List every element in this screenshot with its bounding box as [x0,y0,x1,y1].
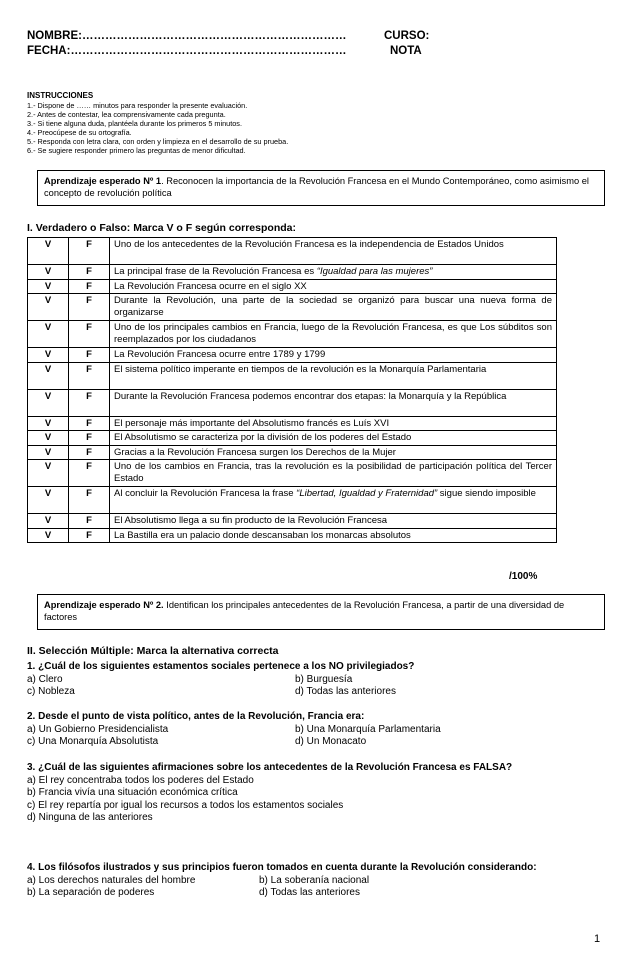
statement: El sistema político imperante en tiempos de la revolución es la Monarquía Parlamentaria [110,362,557,389]
statement [110,265,557,280]
true-option[interactable]: V [28,460,69,487]
statement-quote: “Igualdad para las mujeres” [316,266,433,277]
true-option[interactable]: V [28,238,69,265]
course-label: CURSO: [384,30,430,42]
instruction-item: 6.- Se sugiere responder primero las preguntas de menor dificultad. [27,146,246,155]
false-option[interactable]: F [69,362,110,389]
statement-quote: “Libertad, Igualdad y Fraternidad” [296,488,438,499]
statement: El Absolutismo llega a su fin producto de la Revolución Francesa [110,514,557,529]
table-row [28,321,557,348]
option-a[interactable]: a) Los derechos naturales del hombre [27,874,196,886]
table-row [28,431,557,446]
true-option[interactable]: V [28,348,69,363]
question-1 [27,661,617,699]
option-b[interactable]: b) Francia vivía una situación económica crítica [27,787,238,798]
false-option[interactable]: F [69,294,110,321]
grade-label: NOTA [390,45,422,57]
question-3 [27,762,617,825]
table-row [28,460,557,487]
instructions-title: INSTRUCCIONES [27,91,94,100]
instruction-item: 5.- Responda con letra clara, con orden y limpieza en el desarrollo de su prueba. [27,137,289,146]
option-d[interactable]: d) Un Monacato [295,736,367,747]
true-false-table [27,237,557,543]
statement: Uno de los principales cambios en Francia, luego de la Revolución Francesa, es que Los súbditos son reemplazados por los ciudadanos [110,321,557,348]
section-2-title: II. Selección Múltiple: Marca la alternativa correcta [27,645,279,657]
false-option[interactable]: F [69,238,110,265]
score-label: /100% [509,571,538,582]
question-3-text: 3. ¿Cuál de las siguientes afirmaciones sobre los antecedentes de la Revolución Francesa es FALSA? [27,762,513,773]
true-option[interactable]: V [28,321,69,348]
option-d[interactable]: d) Ninguna de las anteriores [27,812,153,823]
instruction-item: 4.- Preocúpese de su ortografía. [27,128,132,137]
false-option[interactable]: F [69,416,110,431]
false-option[interactable]: F [69,528,110,543]
name-field: NOMBRE:…………………………………………………………… [27,30,347,42]
table-row [28,279,557,294]
page-number: 1 [594,933,601,945]
option-b[interactable]: b) La soberanía nacional [259,874,370,886]
table-row [28,348,557,363]
option-c[interactable]: c) El rey repartía por igual los recursos a todos los estamentos sociales [27,799,344,811]
statement: El Absolutismo se caracteriza por la división de los poderes del Estado [110,431,557,446]
option-a[interactable]: a) Clero [27,673,63,685]
true-option[interactable]: V [28,487,69,514]
instruction-item: 1.- Dispone de …… minutos para responder la presente evaluación. [27,101,248,110]
false-option[interactable]: F [69,389,110,416]
objective-1-label: Aprendizaje esperado Nº 1 [44,176,162,186]
statement: La Revolución Francesa ocurre en el siglo XX [110,279,557,294]
question-4-text: 4. Los filósofos ilustrados y sus principios fueron tomados en cuenta durante la Revolución considerando: [27,862,537,873]
table-row [28,528,557,543]
table-row [28,416,557,431]
false-option[interactable]: F [69,487,110,514]
option-b[interactable]: b) Una Monarquía Parlamentaria [295,723,441,735]
true-option[interactable]: V [28,431,69,446]
statement: Uno de los cambios en Francia, tras la revolución es la posibilidad de participación política del Tercer Estado [110,460,557,487]
objective-2-text: Identifican los principales antecedentes de la Revolución Francesa, a partir de una diversidad de factores [44,600,565,622]
false-option[interactable]: F [69,348,110,363]
question-2 [27,711,617,749]
option-d[interactable]: d) Todas las anteriores [295,686,396,697]
statement-text: La principal frase de la Revolución Francesa es [114,266,315,277]
instruction-item: 2.- Antes de contestar, lea comprensivamente cada pregunta. [27,110,226,119]
instruction-item: 3.- Si tiene alguna duda, plantéela durante los primeros 5 minutos. [27,119,242,128]
table-row [28,265,557,280]
table-row [28,294,557,321]
false-option[interactable]: F [69,460,110,487]
instructions-list [27,101,288,155]
true-option[interactable]: V [28,279,69,294]
statement: El personaje más importante del Absolutismo francés es Luís XVI [110,416,557,431]
true-option[interactable]: V [28,528,69,543]
option-b[interactable]: b) Burguesía [295,673,353,685]
true-option[interactable]: V [28,294,69,321]
true-option[interactable]: V [28,445,69,460]
true-option[interactable]: V [28,362,69,389]
option-c[interactable]: b) La separación de poderes [27,887,155,898]
false-option[interactable]: F [69,265,110,280]
option-a[interactable]: a) Un Gobierno Presidencialista [27,723,169,735]
statement [110,487,557,514]
false-option[interactable]: F [69,431,110,446]
objective-1-text: . Reconocen la importancia de la Revolución Francesa en el Mundo Contemporáneo, como asimismo el concepto de revolución política [44,176,589,198]
section-1-title: I. Verdadero o Falso: Marca V o F según corresponda: [27,222,296,234]
table-row [28,362,557,389]
statement: Durante la Revolución Francesa podemos encontrar dos etapas: la Monarquía y la República [110,389,557,416]
table-row [28,389,557,416]
question-1-text: 1. ¿Cuál de los siguientes estamentos sociales pertenece a los NO privilegiados? [27,661,415,672]
learning-objective-2 [37,594,605,630]
true-option[interactable]: V [28,514,69,529]
option-c[interactable]: c) Nobleza [27,686,75,697]
question-4 [27,862,617,900]
statement: Uno de los antecedentes de la Revolución Francesa es la independencia de Estados Unidos [110,238,557,265]
false-option[interactable]: F [69,514,110,529]
false-option[interactable]: F [69,279,110,294]
table-row [28,514,557,529]
date-field: FECHA:……………………………………………………………… [27,45,347,57]
statement-text: Al concluir la Revolución Francesa la frase [114,488,294,499]
statement-text-end: sigue siendo imposible [437,488,536,499]
learning-objective-1 [37,170,605,206]
true-option[interactable]: V [28,389,69,416]
objective-2-label: Aprendizaje esperado Nº 2. [44,600,164,610]
option-d[interactable]: d) Todas las anteriores [259,887,360,898]
statement: Durante la Revolución, una parte de la sociedad se organizó para buscar una nueva forma de organizarse [110,294,557,321]
statement: Gracias a la Revolución Francesa surgen los Derechos de la Mujer [110,445,557,460]
true-option[interactable]: V [28,416,69,431]
false-option[interactable]: F [69,321,110,348]
option-a[interactable]: a) El rey concentraba todos los poderes del Estado [27,774,254,786]
table-row [28,238,557,265]
true-option[interactable]: V [28,265,69,280]
false-option[interactable]: F [69,445,110,460]
statement: La Bastilla era un palacio donde descansaban los monarcas absolutos [110,528,557,543]
table-row [28,445,557,460]
statement: La Revolución Francesa ocurre entre 1789 y 1799 [110,348,557,363]
question-2-text: 2. Desde el punto de vista político, antes de la Revolución, Francia era: [27,711,365,722]
table-row [28,487,557,514]
option-c[interactable]: c) Una Monarquía Absolutista [27,736,159,747]
